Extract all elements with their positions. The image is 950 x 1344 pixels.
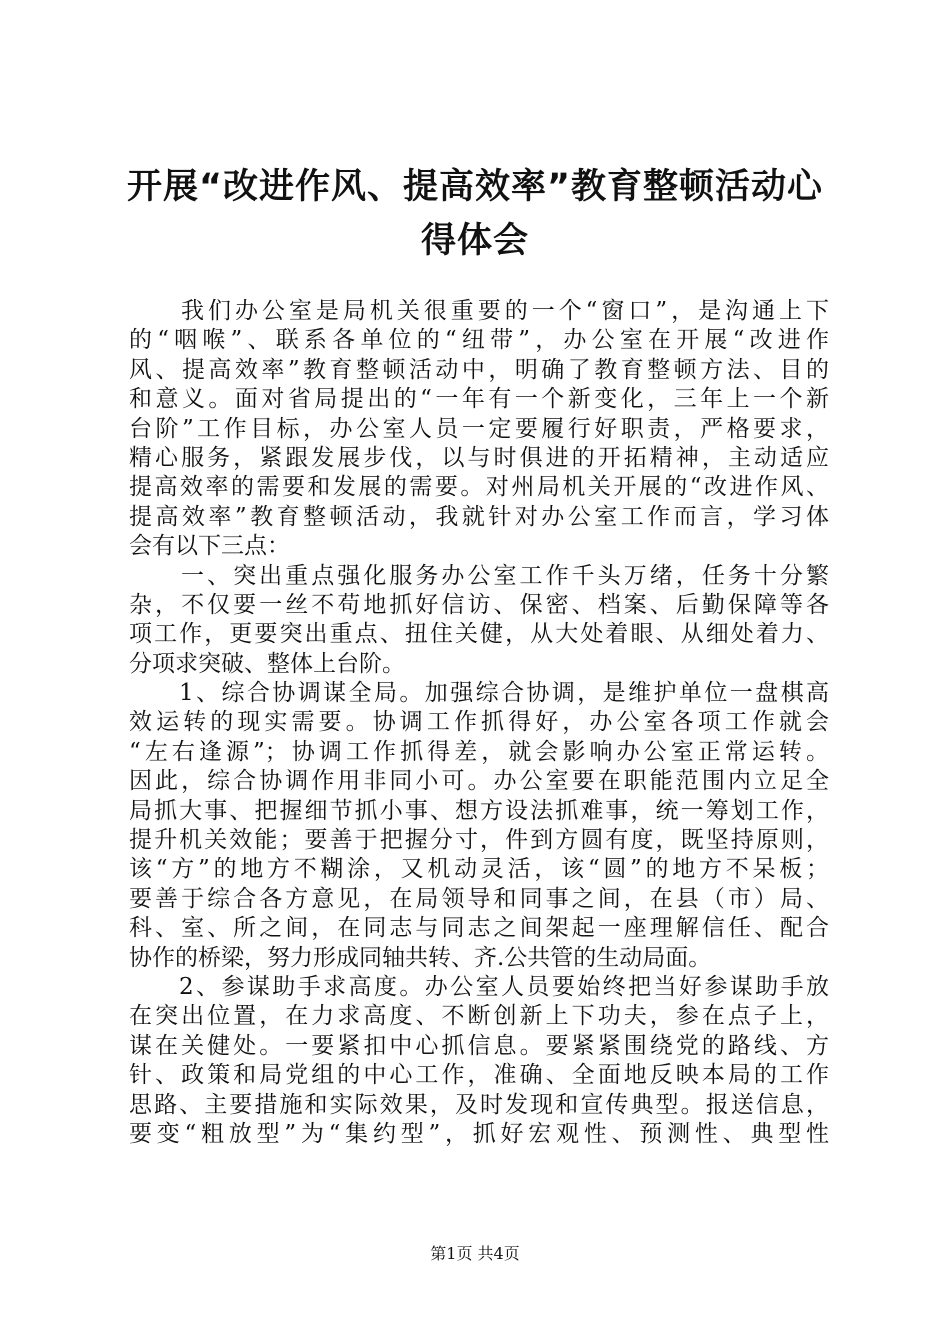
- paragraph-line: 科、室、所之间，在同志与同志之间架起一座理解信任、配合: [129, 915, 829, 942]
- paragraph-line: 1、综合协调谋全局。加强综合协调，是维护单位一盘棋高: [179, 680, 829, 707]
- paragraph-line: 在突出位置，在力求高度、不断创新上下功夫，参在点子上，: [129, 1003, 829, 1030]
- title-line: 开展“改进作风、提高效率”教育整顿活动心: [126, 167, 823, 207]
- paragraph-line: 的“咽喉”、联系各单位的“纽带”，办公室在开展“改进作: [129, 327, 829, 354]
- paragraph-line: 思路、主要措施和实际效果，及时发现和宣传典型。报送信息，: [129, 1091, 829, 1118]
- paragraph-line: 和意义。面对省局提出的“一年有一个新变化，三年上一个新: [129, 386, 829, 413]
- paragraph-line: 会有以下三点：: [129, 533, 290, 560]
- paragraph-line: 提高效率”教育整顿活动，我就针对办公室工作而言，学习体: [129, 503, 829, 530]
- paragraph-line: 局抓大事、把握细节抓小事、想方设法抓难事，统一筹划工作，: [129, 797, 829, 824]
- paragraph-line: 谋在关健处。一要紧扣中心抓信息。要紧紧围绕党的路线、方: [129, 1032, 829, 1059]
- paragraph-line: 要变“粗放型”为“集约型”，抓好宏观性、预测性、典型性: [129, 1120, 829, 1147]
- paragraph-line: 项工作，更要突出重点、扭住关健，从大处着眼、从细处着力、: [129, 621, 829, 648]
- paragraph-line: 精心服务，紧跟发展步伐，以与时俱进的开拓精神，主动适应: [129, 444, 829, 471]
- paragraph-line: “左右逢源”；协调工作抓得差，就会影响办公室正常运转。: [129, 738, 829, 765]
- paragraph-line: 风、提高效率”教育整顿活动中，明确了教育整顿方法、目的: [129, 356, 829, 383]
- paragraph-line: 针、政策和局党组的中心工作，准确、全面地反映本局的工作: [129, 1062, 829, 1089]
- paragraph-line: 因此，综合协调作用非同小可。办公室要在职能范围内立足全: [129, 768, 829, 795]
- page-number-footer: 第1页 共4页: [430, 1244, 520, 1263]
- paragraph-line: 提高效率的需要和发展的需要。对州局机关开展的“改进作风、: [129, 474, 829, 501]
- paragraph-line: 协作的桥梁，努力形成同轴共转、齐.公共管的生动局面。: [129, 944, 712, 971]
- paragraph-line: 该“方”的地方不糊涂，又机动灵活，该“圆”的地方不呆板；: [129, 856, 829, 883]
- title-line: 得体会: [420, 221, 529, 261]
- paragraph-line: 要善于综合各方意见，在局领导和同事之间，在县（市）局、: [129, 885, 829, 912]
- paragraph-line: 一、突出重点强化服务办公室工作千头万绪，任务十分繁: [181, 562, 829, 589]
- paragraph-line: 效运转的现实需要。协调工作抓得好，办公室各项工作就会: [129, 709, 829, 736]
- paragraph-line: 提升机关效能；要善于把握分寸，件到方圆有度，既坚持原则，: [129, 827, 829, 854]
- paragraph-line: 台阶”工作目标，办公室人员一定要履行好职责，严格要求，: [129, 415, 829, 442]
- paragraph-line: 杂，不仅要一丝不苟地抓好信访、保密、档案、后勤保障等各: [129, 591, 829, 618]
- paragraph-line: 2、参谋助手求高度。办公室人员要始终把当好参谋助手放: [179, 973, 829, 1000]
- document-title: [112, 160, 838, 268]
- paragraph-line: 分项求突破、整体上台阶。: [129, 650, 405, 677]
- document-body: [129, 297, 829, 1149]
- paragraph-line: 我们办公室是局机关很重要的一个“窗口”，是沟通上下: [181, 298, 829, 324]
